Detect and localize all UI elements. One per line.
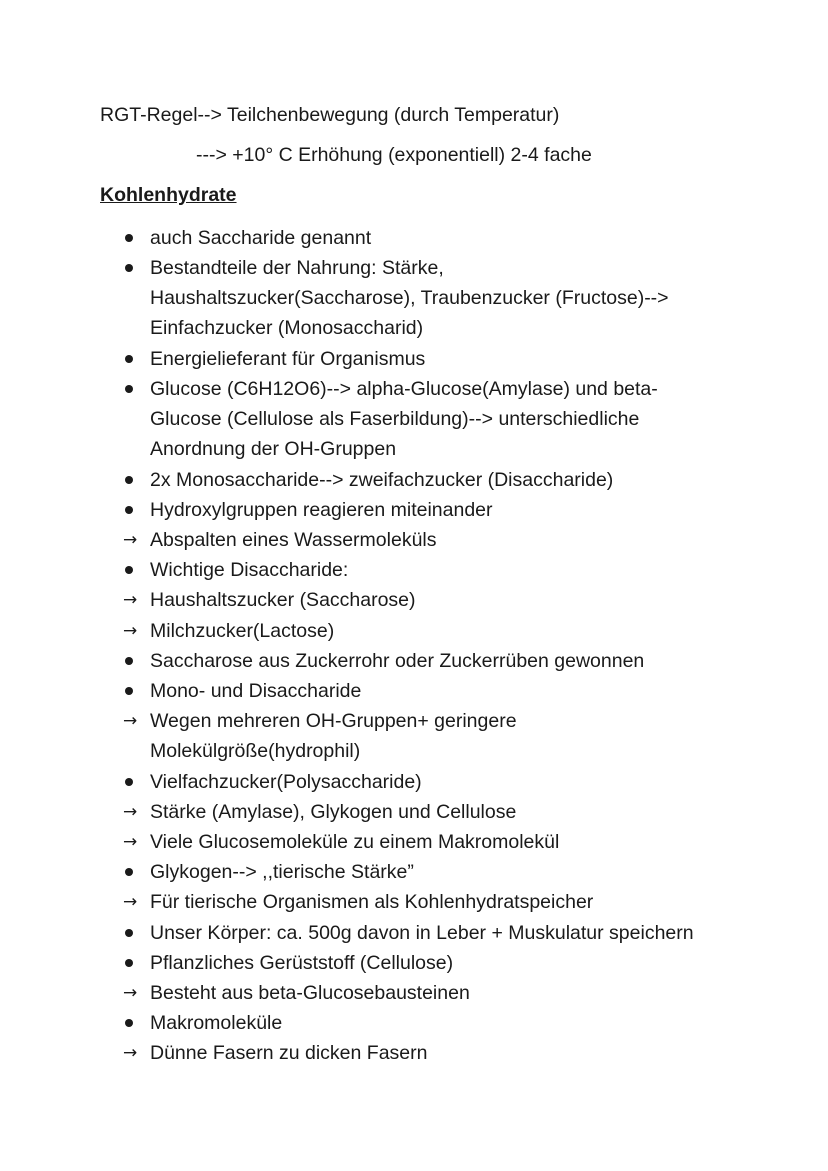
intro-line-2: ---> +10° C Erhöhung (exponentiell) 2-4 fache [196,144,592,166]
item-text-line: Glucose (Cellulose als Faserbildung)--> unterschiedliche [150,408,640,430]
item-text-line: Haushaltszucker (Saccharose) [150,589,416,612]
bullet-item [150,948,453,978]
item-text-line: Anordnung der OH-Gruppen [150,438,397,460]
item-text-line: Wichtige Disaccharide: [150,559,349,582]
bullet-item [150,495,493,525]
item-text-line: Einfachzucker (Monosaccharid) [150,317,424,340]
item-text-line: Wegen mehreren OH-Gruppen+ geringere [150,710,517,733]
item-text-line: Dünne Fasern zu dicken Fasern [150,1042,428,1065]
arrow-right-icon: → [123,801,138,822]
bullet-item [150,676,361,706]
bullet-item [150,918,694,948]
item-text-line: Hydroxylgruppen reagieren miteinander [150,498,493,521]
item-text-line: Makromoleküle [150,1012,283,1035]
item-text-line: Besteht aus beta-Glucosebausteinen [150,982,470,1004]
bullet-item [150,1008,282,1038]
arrow-item [123,978,470,1008]
item-text-line: 2x Monosaccharide--> zweifachzucker (Disaccharide) [150,468,614,491]
bullet-icon [125,355,133,363]
bullet-item [150,253,669,343]
bullet-icon [125,264,133,272]
arrow-item [123,525,437,555]
bullet-item [150,465,613,495]
arrow-item [123,887,594,917]
item-text-line: Energielieferant für Organismus [150,347,426,370]
bullet-icon [125,929,133,937]
bullet-icon [125,476,133,484]
bullet-icon [125,687,133,695]
arrow-item [123,585,416,615]
item-text-line: Bestandteile der Nahrung: Stärke, [150,257,444,280]
arrow-item [123,797,517,827]
bullet-icon [125,1019,133,1027]
bullet-icon [125,868,133,876]
arrow-item [123,1038,428,1068]
section-heading: Kohlenhydrate [100,184,237,206]
bullet-item [150,857,414,887]
bullet-icon [125,566,133,574]
arrow-right-icon: → [123,1043,138,1064]
item-text-line: Mono- und Disaccharide [150,680,362,702]
arrow-right-icon: → [123,832,138,852]
item-text-line: Milchzucker(Lactose) [150,619,335,642]
bullet-icon [125,657,133,665]
bullet-icon [125,778,133,786]
item-text-line: auch Saccharide genannt [150,227,372,249]
item-text-line: Molekülgröße(hydrophil) [150,740,361,763]
item-text-line: Glucose (C6H12O6)--> alpha-Glucose(Amylase) und beta- [150,378,658,400]
arrow-item [123,827,560,857]
arrow-item [123,616,335,646]
item-text-line: Unser Körper: ca. 500g davon in Leber + Muskulatur speichern [150,921,694,944]
bullet-item [150,223,371,253]
arrow-item [123,706,517,766]
item-text-line: Vielfachzucker(Polysaccharide) [150,770,422,793]
arrow-right-icon: → [123,530,138,550]
item-text-line: Für tierische Organismen als Kohlenhydratspeicher [150,891,594,914]
bullet-item [150,374,658,464]
arrow-right-icon: → [123,711,138,732]
bullet-icon [125,959,133,967]
intro-line-1: RGT-Regel--> Teilchenbewegung (durch Temperatur) [100,104,560,126]
bullet-icon [125,506,133,514]
arrow-right-icon: → [123,590,138,611]
bullet-item [150,344,425,374]
bullet-item [150,646,644,676]
arrow-right-icon: → [123,983,138,1003]
item-text-line: Pflanzliches Gerüststoff (Cellulose) [150,951,454,974]
item-text-line: Stärke (Amylase), Glykogen und Cellulose [150,800,517,823]
arrow-right-icon: → [123,620,138,641]
item-text-line: Glykogen--> ,,tierische Stärke” [150,861,414,884]
bullet-icon [125,234,133,242]
item-text-line: Haushaltszucker(Saccharose), Traubenzucker (Fructose)--> [150,287,669,310]
bullet-icon [125,385,133,393]
item-text-line: Abspalten eines Wassermoleküls [150,529,437,551]
arrow-right-icon: → [123,892,138,913]
item-text-line: Viele Glucosemoleküle zu einem Makromolekül [150,831,560,853]
item-text-line: Saccharose aus Zuckerrohr oder Zuckerrüben gewonnen [150,649,645,672]
bullet-item [150,555,348,585]
bullet-item [150,767,422,797]
